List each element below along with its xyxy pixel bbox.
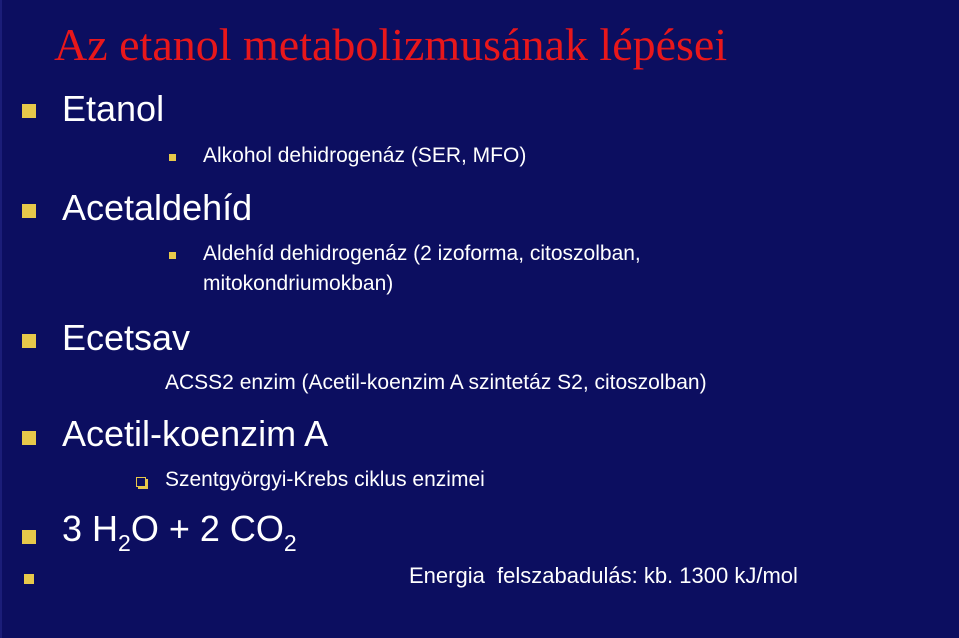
bullet-square-icon bbox=[22, 334, 36, 348]
sub-item-acss2: ACSS2 enzim (Acetil-koenzim A szintetáz S2, citoszolban) bbox=[165, 371, 707, 394]
sub-item-alkohol-dehidrogenaz: Alkohol dehidrogenáz (SER, MFO) bbox=[203, 144, 527, 167]
item-etanol: Etanol bbox=[62, 88, 165, 129]
bullet-square-icon bbox=[22, 104, 36, 118]
item-acetaldehid: Acetaldehíd bbox=[62, 187, 253, 228]
checkbox-bullet-icon bbox=[136, 477, 146, 487]
sub-item-aldehid-line1: Aldehíd dehidrogenáz (2 izoforma, citoszolban, bbox=[203, 242, 641, 265]
energy-text: Energia felszabadulás: kb. 1300 kJ/mol bbox=[409, 563, 798, 588]
sub-item-aldehid-line2: mitokondriumokban) bbox=[203, 272, 394, 295]
formula bbox=[62, 508, 297, 556]
bullet-square-icon bbox=[22, 431, 36, 445]
sub-bullet-icon bbox=[169, 154, 176, 161]
item-acetil-koenzim-a: Acetil-koenzim A bbox=[62, 413, 329, 454]
formula-part-2: O + 2 CO bbox=[130, 508, 284, 549]
bullet-square-icon bbox=[22, 204, 36, 218]
bullet-square-icon bbox=[24, 574, 34, 584]
sub-bullet-icon bbox=[169, 252, 176, 259]
bullet-square-icon bbox=[22, 530, 36, 544]
item-ecetsav: Ecetsav bbox=[62, 317, 191, 358]
formula-subscript-1: 2 bbox=[118, 530, 131, 556]
sub-item-krebs: Szentgyörgyi-Krebs ciklus enzimei bbox=[165, 468, 485, 491]
formula-part-1: 3 H bbox=[62, 508, 119, 549]
slide-title: Az etanol metabolizmusának lépései bbox=[54, 19, 728, 70]
formula-subscript-2: 2 bbox=[283, 530, 297, 556]
